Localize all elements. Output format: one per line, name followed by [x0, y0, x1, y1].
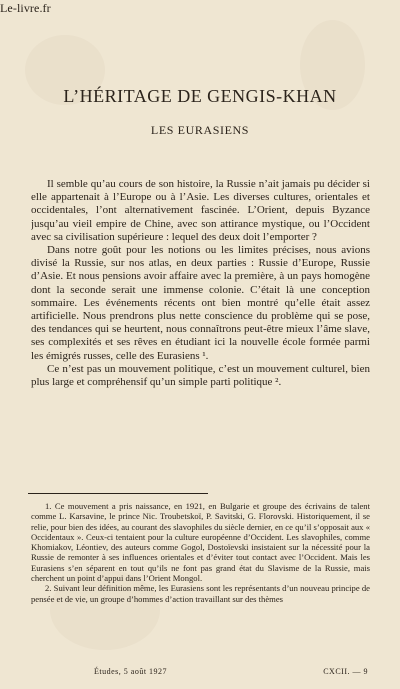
footnote: 2. Suivant leur définition même, les Eurasiens sont les représentants d’un nouveau principe de pensée et de vie, un groupe d’hommes d’action travaillant sur des thèmes	[31, 583, 370, 604]
footnote-divider	[28, 493, 208, 494]
article-body	[31, 178, 370, 389]
paragraph: Ce n’est pas un mouvement politique, c’est un mouvement culturel, bien plus large et compréhensif qu’un simple parti politique ².	[31, 362, 370, 389]
footnotes	[31, 501, 370, 604]
article-title: L’HÉRITAGE DE GENGIS-KHAN	[63, 86, 337, 106]
publication-info: Études, 5 août 1927	[94, 667, 168, 676]
page-signature: CXCII. — 9	[323, 667, 368, 676]
paragraph: Dans notre goût pour les notions ou les limites précises, nous avions divisé la Russie, sur nos atlas, en deux parties : Russie d’Europe, Russie d’Asie. Et nous pensions avoir affaire avec la première, à un pays homogène dont la seconde serait une immense colonie. C’était là une conception sommaire. Les événements récents ont bien montré qu’elle était assez artificielle. Nous prendrons plus nette conscience du problème qui se pose, des tendances qui se heurtent, nous connaîtrons peut-être mieux l’âme slave, ses complexités et ses rêves en étudiant ici la nouvelle école formée parmi les émigrés russes, celle des Eurasiens ¹.	[31, 244, 370, 362]
paragraph: Il semble qu’au cours de son histoire, la Russie n’ait jamais pu décider si elle appartenait à l’Europe ou à l’Asie. Les diverses cultures, orientales et occidentales, l’ont alternativement fascinée. L’Orient, depuis Byzance jusqu’au vieil empire de Chine, avec son attirance mystique, ou l’Occident avec sa civilisation supérieure : lequel des deux doit l’emporter ?	[31, 178, 370, 243]
site-header: Le-livre.fr	[0, 1, 51, 15]
article-subtitle: LES EURASIENS	[150, 123, 250, 137]
footnote: 1. Ce mouvement a pris naissance, en 1921, en Bulgarie et groupe des écrivains de talent comme L. Karsavine, le prince Nic. Troubetskoï, P. Savitski, G. Florovski. Historiquement, il se relie, pour bien des idées, au courant des slavophiles du siècle dernier, en ce qu’il s’opposait aux « Occidentaux ». Ceux-ci tentaient pour la culture européenne d’Occident. Les slavophiles, comme Khomiakov, Léontiev, des auteurs comme Gogol, Dostoïevski insistaient sur la nécessité pour la Russie de remonter à ses influences orientales et d’éviter tout contact avec l’Occident. Mais les Eurasiens s’en séparent en tout qu’ils ne font pas grand état du Slavisme de la Russie, mais cherchent un point d’appui dans l’Orient Mongol.	[31, 501, 370, 584]
